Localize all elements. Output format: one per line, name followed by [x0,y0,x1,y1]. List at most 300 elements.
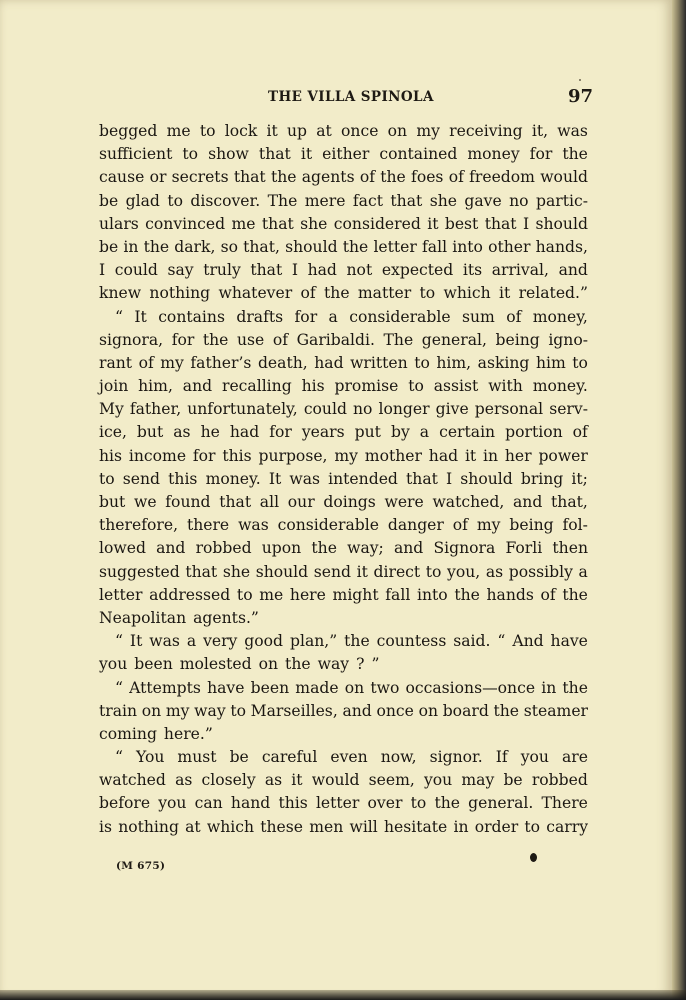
word: sufficient [99,145,173,164]
word: that [390,191,423,210]
word: to [199,122,216,140]
word: would [540,168,588,187]
word: considered [333,214,421,233]
word: he [200,423,220,442]
word: as [173,423,191,442]
signature-mark: (M 675) [116,860,166,872]
word: all [259,493,280,511]
word: the [562,145,588,164]
word: the [143,237,170,256]
word: in [541,678,557,697]
word: for [269,423,292,442]
word: can [194,794,223,813]
word: be [503,771,523,790]
word: written [350,353,408,372]
word: say [167,261,194,280]
word: show [208,145,249,164]
word: It [268,469,282,488]
word: Marseilles, [250,701,338,720]
word: even [330,748,368,767]
body-text [99,120,588,839]
word: might [332,585,379,604]
word: watched [99,771,166,790]
word: the [380,168,406,187]
word: are [562,748,588,767]
word: power [538,446,588,465]
word: hesitate [383,817,448,836]
word: that [233,168,266,187]
word: the [562,585,588,604]
word: for [192,446,216,465]
text-line [99,236,588,259]
word: glad [125,191,160,210]
word: the [342,237,369,256]
word: train [99,701,138,720]
word: will [349,817,378,836]
word: for [171,330,195,349]
word: that, [243,237,280,256]
word: give [435,400,469,419]
word: that [258,145,291,164]
word: of [138,353,154,372]
text-line [99,120,588,143]
word: Garibaldi. [296,330,375,349]
text-line [99,421,588,444]
word: of [272,330,288,349]
text-line [99,259,588,282]
word: father’s [190,353,252,372]
word: coming [99,724,157,743]
word: this [222,446,252,465]
word: and [156,539,186,558]
word: should [535,214,588,233]
word: we [134,493,157,511]
word: send [122,469,161,488]
word: It [129,632,143,651]
word: agents [301,168,355,187]
word: been [134,655,173,674]
word: then [552,539,588,558]
word: robbed [195,539,252,558]
word: addressed [149,585,231,604]
word: she [300,214,328,233]
word: to [572,353,588,372]
word: him, [138,377,173,396]
word: signor. [429,748,483,767]
word: drafts [236,307,284,326]
word: lock [224,122,258,140]
word: fall [422,237,448,256]
text-line [99,468,588,491]
word: secrets [171,168,229,187]
word: very [203,632,238,651]
word: been [250,678,290,697]
word: should [285,237,338,256]
word: “ [497,632,506,651]
word: of [359,168,375,187]
word: that [250,261,283,280]
word: could [114,261,158,280]
text-line [99,700,588,723]
word: order [474,817,519,836]
text-line [99,491,588,514]
word: found [165,493,211,511]
word: best [444,214,479,233]
word: at [316,122,332,140]
word: years [301,423,345,442]
word: good [244,632,284,651]
text-line [99,584,588,607]
word: igno- [548,330,588,349]
word: had [307,261,337,280]
word: income [128,446,187,465]
word: up [286,122,308,140]
word: to [167,191,183,210]
page-number: 97 [568,86,594,107]
word: Signora [433,539,496,558]
word: send [313,562,352,581]
word: would [311,771,360,790]
word: doings [323,493,376,511]
word: being [495,330,540,349]
text-line [99,166,588,189]
word: signora, [99,330,164,349]
word: have [550,632,588,651]
word: to [425,562,442,581]
word: hand [230,794,271,813]
word: either [322,145,370,164]
word: it [266,122,278,140]
word: a [186,632,197,651]
word: had [229,423,260,442]
word: the [434,794,460,813]
word: my [165,701,190,720]
word: knew [99,284,142,303]
text-line [99,514,588,537]
word: money. [205,469,261,488]
word: to [230,701,246,720]
word: It [134,307,147,326]
word: You [136,748,165,767]
text-line [99,769,588,792]
word: the [311,539,337,558]
word: discover. [190,191,261,210]
word: it [464,446,477,465]
word: fact [352,191,383,210]
word: serv- [549,400,588,419]
word: now, [380,748,417,767]
word: the [562,678,588,697]
word: assist [433,377,479,396]
word: letter [99,585,143,604]
word: to [419,284,436,303]
text-line [99,329,588,352]
word: these [260,817,304,836]
page-edge [672,0,686,1000]
word: you [423,771,453,790]
word: mere [304,191,346,210]
word: steamer [523,701,588,720]
word: were [384,493,424,511]
word: could [303,400,347,419]
text-line [99,677,588,700]
word: truly [203,261,241,280]
word: our [287,493,315,511]
word: seem, [368,771,415,790]
word: of [300,284,316,303]
word: cause [99,168,145,187]
text-line [99,282,588,305]
word: dark, [174,237,216,256]
word: my [416,122,440,140]
word: for [294,307,318,326]
word: on [344,678,365,697]
word: a [419,423,430,442]
word: the [270,168,297,187]
word: two [370,678,400,697]
word: arrival, [491,261,549,280]
text-line [99,398,588,421]
word: should [460,469,513,488]
text-line [99,792,588,815]
running-title: THE VILLA SPINOLA [268,89,434,105]
word: my [476,516,501,535]
word: once [376,701,414,720]
word: ulars [99,214,139,233]
word: him, [436,353,472,372]
word: she [222,562,251,581]
word: his [99,446,123,465]
word: being [509,516,554,535]
word: men [309,817,344,836]
word: rant [99,353,133,372]
word: money [467,145,520,164]
word: be [99,191,119,210]
word: of [506,307,522,326]
word: countess [376,632,447,651]
word: by [390,423,410,442]
word: My [99,400,124,419]
word: way [194,701,226,720]
word: it, [531,122,549,140]
word: you [99,655,128,674]
word: over [367,794,403,813]
word: but [136,423,164,442]
word: occasions—once [405,678,536,697]
word: you [158,794,187,813]
word: before [99,794,151,813]
word: of [452,516,468,535]
word: you, [447,562,481,581]
word: There [541,794,588,813]
word: for [529,145,553,164]
word: must [177,748,217,767]
word: possibly [508,562,573,581]
word: matter [357,284,412,303]
text-line [99,607,588,630]
word: here.” [163,724,213,743]
word: I [446,469,453,488]
word: way; [347,539,384,558]
word: into [452,237,483,256]
word: plan,” [289,632,338,651]
word: money, [532,307,588,326]
word: the [344,632,370,651]
word: was [149,632,180,651]
word: as [175,771,193,790]
word: careful [261,748,318,767]
word: direct [373,562,421,581]
word: and [513,493,543,511]
word: purpose, [258,446,328,465]
word: considerable [277,516,379,535]
word: no [509,191,529,210]
word: that [219,493,252,511]
word: to [99,469,115,488]
word: I [522,214,530,233]
word: money. [532,377,588,396]
word: Forli [505,539,543,558]
word: therefore, [99,516,179,535]
word: receiving [449,122,523,140]
word: to [410,794,427,813]
word: made [295,678,339,697]
word: the [454,585,480,604]
word: my [160,353,184,372]
word: certain [439,423,496,442]
text-line [99,723,588,746]
word: to [182,145,199,164]
paper-speck [579,79,581,81]
word: partic- [536,191,588,210]
word: I [291,261,298,280]
word: carry [546,817,588,836]
word: letter [315,794,360,813]
text-line [99,445,588,468]
word: there [186,516,230,535]
word: of [540,585,556,604]
word: robbed [531,771,588,790]
word: and [342,701,372,720]
word: contains [158,307,225,326]
word: have [207,678,245,697]
text-line [99,213,588,236]
word: to [524,817,541,836]
text-line [99,653,588,676]
word: fall [385,585,411,604]
word: board [442,701,489,720]
word: that [261,214,294,233]
word: once [341,122,379,140]
word: begged [99,122,158,140]
word: as [485,562,504,581]
word: and [558,261,588,280]
text-line [99,746,588,769]
word: in [123,237,139,256]
word: on [387,122,408,140]
word: in [453,817,469,836]
word: she [429,191,457,210]
word: in [483,446,499,465]
word: longer [378,400,430,419]
word: The [267,191,298,210]
word: gave [464,191,502,210]
word: considerable [349,307,451,326]
word: other [488,237,531,256]
word: him [535,353,566,372]
word: lowed [99,539,146,558]
word: which [206,817,255,836]
word: but [99,493,126,511]
word: not [346,261,373,280]
word: freedom [469,168,535,187]
text-line [99,190,588,213]
word: it; [571,469,588,488]
word: of [448,168,464,187]
word: at [185,817,201,836]
word: on [141,701,162,720]
word: fol- [562,516,588,535]
word: bring [520,469,564,488]
word: If [495,748,508,767]
word: that, [551,493,588,511]
word: me [231,214,256,233]
word: “ [115,632,123,651]
word: to [414,353,430,372]
word: should [255,562,309,581]
word: mother [364,446,422,465]
word: I [99,261,106,280]
word: the [493,701,520,720]
word: hands [486,585,534,604]
word: danger [387,516,444,535]
word: be [229,748,249,767]
word: you [520,748,549,767]
word: said. [453,632,491,651]
text-line [99,816,588,839]
word: which [443,284,491,303]
word: it [499,284,511,303]
word: ? [356,655,365,674]
word: that [484,214,517,233]
word: closely [201,771,256,790]
word: to [236,585,253,604]
word: here [289,585,326,604]
word: promise [334,377,399,396]
word: this [278,794,308,813]
word: way [317,655,350,674]
word: and [182,377,213,396]
word: ice, [99,423,127,442]
bottom-shadow [0,990,686,1000]
word: expected [381,261,454,280]
word: personal [474,400,544,419]
word: was [289,469,321,488]
word: a [578,562,588,581]
word: watched, [432,493,505,511]
word: it [356,562,368,581]
word: portion [505,423,563,442]
word: had [428,446,459,465]
word: a [328,307,338,326]
word: join [99,377,129,396]
word: father, [129,400,182,419]
word: is [99,817,112,836]
word: Neapolitan [99,608,187,627]
text-line [99,537,588,560]
word: suggested [99,562,180,581]
word: “ [115,307,123,326]
